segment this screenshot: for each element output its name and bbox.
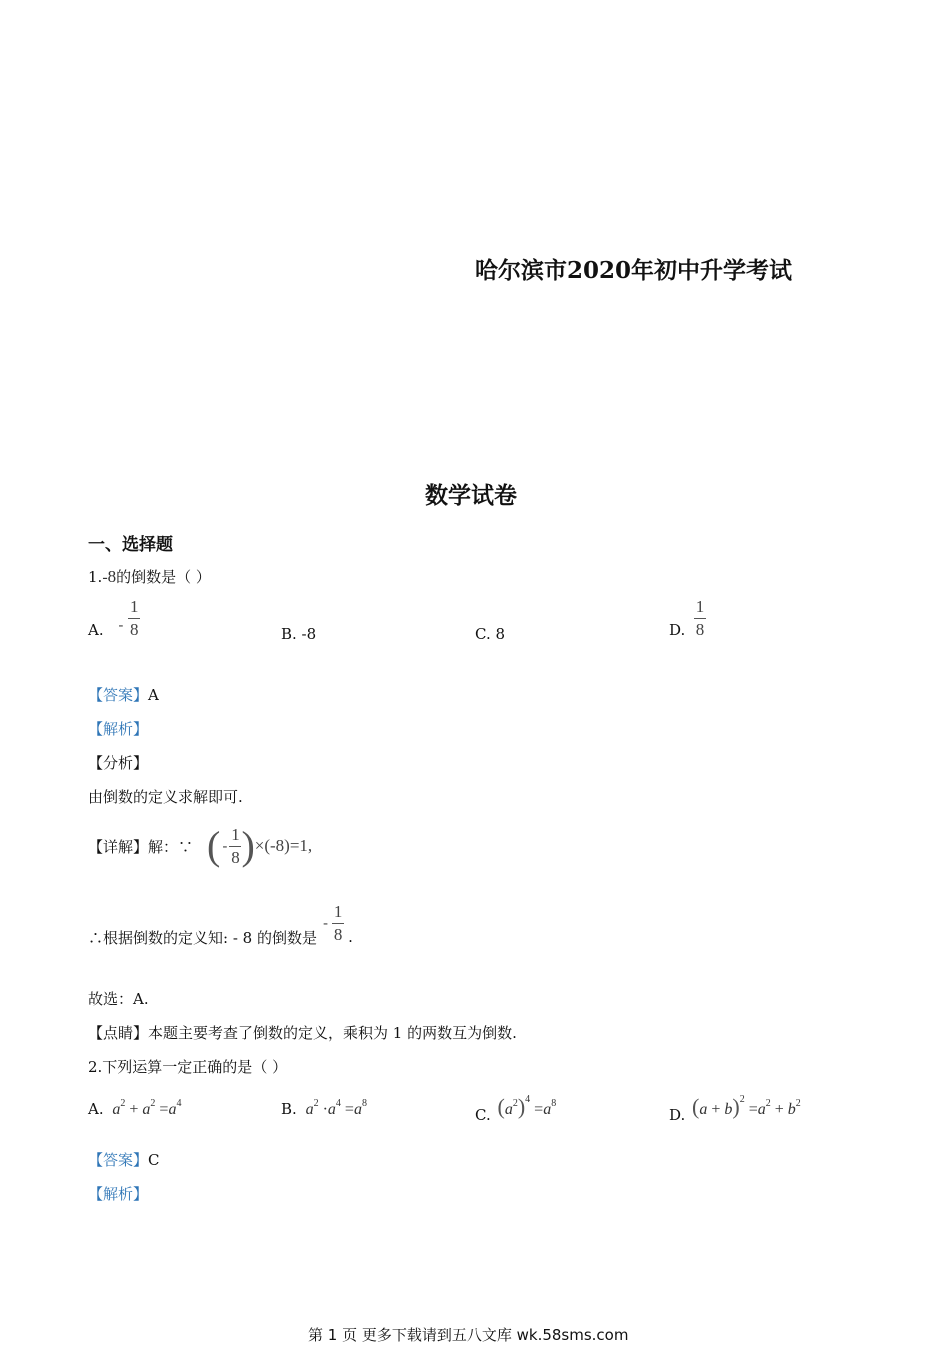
option-d-fraction [694, 598, 706, 639]
q1-option-a [88, 598, 140, 639]
fraction-numerator: 1 [130, 597, 139, 616]
fraction-numerator: 1 [695, 597, 705, 616]
therefore-fraction [332, 903, 344, 944]
fraction-denominator: 8 [231, 847, 240, 867]
option-b-formula: $a^2 \cdot a^4 =a^8$ [305, 1098, 367, 1118]
q2-option-b [281, 1100, 367, 1119]
fraction-denominator: 8 [130, 619, 139, 639]
fraction-bar [694, 618, 706, 619]
q1-answer [88, 684, 159, 705]
q1-comment [88, 1022, 517, 1043]
therefore-sign: - [322, 914, 329, 933]
therefore-text: ∴根据倒数的定义知: - 8 的倒数是 [88, 928, 317, 947]
option-a-label: A. [88, 621, 104, 640]
option-a-fraction [128, 598, 140, 639]
q1-fenxi-text: 由倒数的定义求解即可. [88, 788, 243, 806]
detail-fraction [229, 826, 241, 867]
section-heading: 一、选择题 [88, 535, 173, 555]
subject-title: 数学试卷 [425, 482, 517, 509]
q1-option-c: C. 8 [475, 625, 506, 643]
option-a-label: A. [88, 1100, 104, 1118]
page-footer: 第 1 页 更多下载请到五八文库 wk.58sms.com [308, 1326, 629, 1344]
therefore-end: . [348, 928, 353, 947]
q2-option-d [669, 1094, 801, 1124]
fraction-bar [332, 923, 344, 924]
option-a-sign: - [118, 616, 124, 635]
option-a-formula: $a^2 + a^2 =a^4$ [112, 1098, 182, 1118]
option-d-label: D. [669, 1106, 686, 1124]
answer-value: A [148, 686, 159, 704]
question-number: 1. [88, 568, 103, 586]
q2-answer [88, 1149, 160, 1170]
q1-therefore [88, 902, 353, 947]
question-2-stem: 2.下列运算一定正确的是（ ） [88, 1058, 288, 1076]
comment-tag: 【点睛】 [88, 1024, 149, 1042]
option-b-label: B. [281, 1100, 297, 1118]
stem-value: 8 [107, 567, 117, 586]
fraction-denominator: 8 [333, 924, 343, 944]
main-title: 哈尔滨市2020年初中升学考试 [475, 257, 793, 284]
fraction-numerator: 1 [231, 825, 240, 844]
answer-tag: 【答案】 [88, 1151, 149, 1169]
option-c-label: C. [475, 1106, 491, 1124]
left-paren: ( [207, 823, 221, 869]
right-paren: ) [241, 823, 255, 869]
option-d-label: D. [669, 621, 686, 640]
comment-text: 本题主要考查了倒数的定义，乘积为 1 的两数互为倒数. [148, 1024, 517, 1042]
q1-detail [88, 823, 313, 869]
fraction-numerator: 1 [333, 902, 343, 921]
question-1-stem [88, 566, 211, 587]
q2-option-a [88, 1100, 181, 1119]
option-c-formula: $(a^2)^4 =a^8$ [497, 1094, 557, 1119]
q1-analysis-tag: 【解析】 [88, 720, 149, 738]
stem-neg-sign: - [102, 569, 108, 586]
detail-tag: 【详解】 [88, 837, 149, 856]
answer-value: C [148, 1151, 160, 1169]
fraction-bar [128, 618, 140, 619]
q1-fenxi-tag: 【分析】 [88, 754, 149, 772]
q2-option-c [475, 1094, 557, 1124]
detail-times: ×(-8)=1, [254, 836, 313, 856]
q2-analysis-tag: 【解析】 [88, 1185, 149, 1203]
q1-option-b: B. -8 [281, 625, 317, 643]
fraction-denominator: 8 [695, 619, 705, 639]
stem-rest: 的倒数是（ ） [116, 568, 211, 586]
q1-choose: 故选：A. [88, 990, 149, 1008]
answer-tag: 【答案】 [88, 686, 149, 704]
option-d-formula: $(a + b)^2 =a^2 + b^2$ [692, 1094, 801, 1119]
q1-option-d [669, 598, 706, 639]
detail-sign: - [222, 837, 228, 856]
fraction-bar [229, 846, 241, 847]
detail-prefix: 解：∵ [148, 837, 194, 856]
